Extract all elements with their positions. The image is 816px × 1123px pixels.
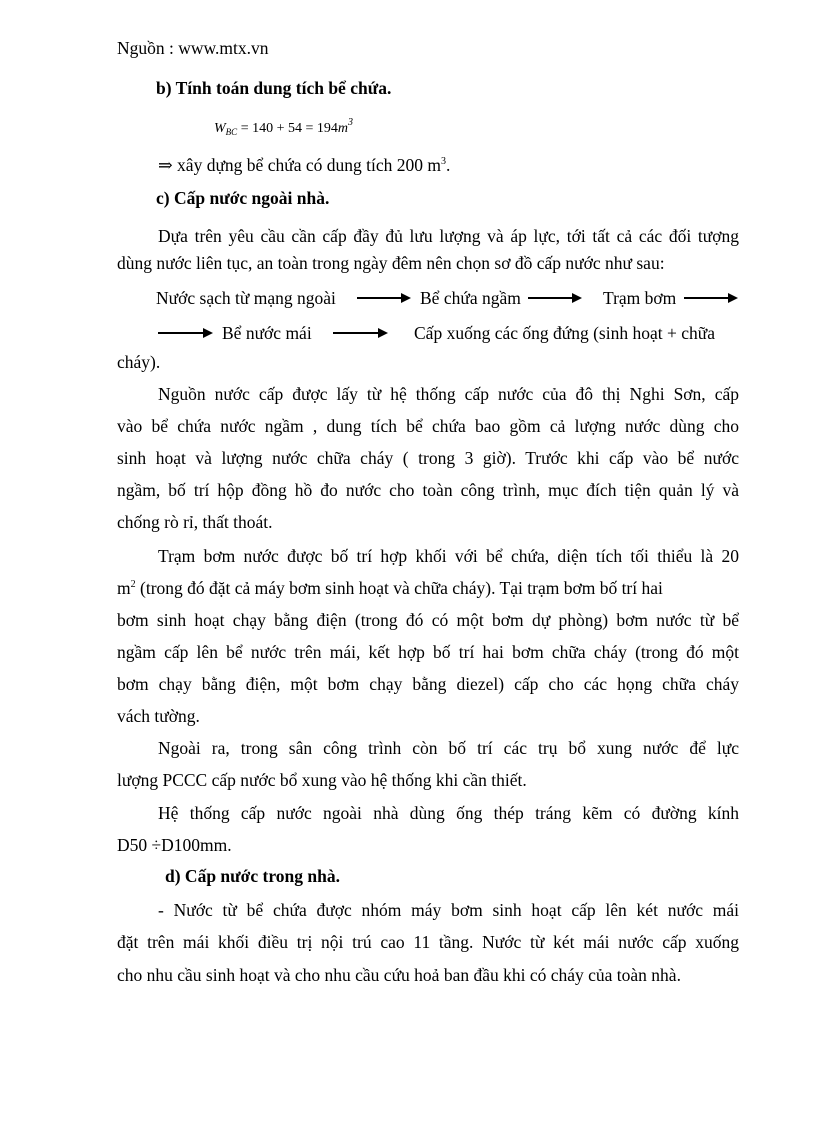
para2-line-4: ngầm cấp lên bể nước trên mái, kết hợp bố trí hai bơm chữa cháy (trong đó một: [117, 642, 739, 662]
para3-line-1: Ngoài ra, trong sân công trình còn bố trí các trụ bổ xung nước để lực: [158, 738, 739, 758]
flow-step-1: Nước sạch từ mạng ngoài: [156, 288, 336, 308]
area-unit: m: [117, 578, 131, 598]
para2-line-2-rest: (trong đó đặt cả máy bơm sinh hoạt và chữa cháy). Tại trạm bơm bố trí hai: [135, 578, 663, 598]
formula-symbol: W: [214, 121, 226, 136]
para2-line-5: bơm chạy bằng điện, một bơm chạy bằng diezel) cấp cho các họng chữa cháy: [117, 674, 739, 694]
flow-step-4: Bể nước mái: [222, 323, 312, 343]
heading-section-b: b) Tính toán dung tích bể chứa.: [156, 78, 392, 98]
para3-line-2: lượng PCCC cấp nước bổ xung vào hệ thống khi cần thiết.: [117, 770, 527, 790]
formula-subscript: BC: [225, 127, 238, 137]
heading-section-c: c) Cấp nước ngoài nhà.: [156, 188, 330, 208]
intro-line-1: Dựa trên yêu cầu cần cấp đầy đủ lưu lượng và áp lực, tới tất cả các đối tượng: [158, 226, 739, 246]
heading-section-d: d) Cấp nước trong nhà.: [165, 866, 340, 886]
flow-step-3: Trạm bơm: [603, 288, 677, 308]
formula-unit: m: [337, 121, 348, 136]
section-d-line-2: đặt trên mái khối điều trị nội trú cao 11 tầng. Nước từ két mái nước cấp xuống: [117, 932, 739, 952]
flow-arrow-icon: [333, 327, 388, 339]
source-line: Nguồn : www.mtx.vn: [117, 38, 269, 58]
para4-line-2: D50 ÷D100mm.: [117, 835, 232, 855]
flow-step-5-cont: cháy).: [117, 352, 161, 372]
flow-arrow-icon: [684, 292, 738, 304]
para1-line-3: sinh hoạt và lượng nước chữa cháy ( trong 3 giờ). Trước khi cấp vào bể nước: [117, 448, 739, 468]
intro-line-2: dùng nước liên tục, an toàn trong ngày đêm nên chọn sơ đồ cấp nước như sau:: [117, 253, 665, 273]
formula-exponent: 3: [348, 117, 353, 128]
flow-arrow-icon: [528, 292, 582, 304]
para1-line-5: chống rò rỉ, thất thoát.: [117, 512, 273, 532]
para2-line-2: [117, 580, 663, 598]
flow-step-5: Cấp xuống các ống đứng (sinh hoạt + chữa: [414, 323, 715, 343]
para4-line-1: Hệ thống cấp nước ngoài nhà dùng ống thép tráng kẽm có đường kính: [158, 803, 739, 823]
conclusion-text: xây dựng bể chứa có dung tích 200 m: [172, 155, 441, 175]
para1-line-2: vào bể chứa nước ngầm , dung tích bể chứa bao gồm cả lượng nước dùng cho: [117, 416, 739, 436]
para2-line-1: Trạm bơm nước được bố trí hợp khối với bể chứa, diện tích tối thiểu là 20: [158, 546, 739, 566]
flow-arrow-icon: [158, 327, 213, 339]
para2-line-3: bơm sinh hoạt chạy bằng điện (trong đó có một bơm dự phòng) bơm nước từ bể: [117, 610, 739, 630]
para1-line-4: ngầm, bố trí hộp đồng hồ đo nước cho toàn công trình, mục đích tiện quản lý và: [117, 480, 739, 500]
implies-symbol: ⇒: [158, 155, 173, 175]
formula-expression: = 140 + 54 = 194: [237, 121, 338, 136]
area-exponent: 2: [130, 579, 136, 590]
conclusion-exponent: 3: [440, 156, 446, 167]
capacity-conclusion: [158, 157, 450, 175]
conclusion-end: .: [445, 155, 451, 175]
para1-line-1: Nguồn nước cấp được lấy từ hệ thống cấp nước của đô thị Nghi Sơn, cấp: [158, 384, 739, 404]
para2-line-6: vách tường.: [117, 706, 200, 726]
section-d-line-3: cho nhu cầu sinh hoạt và cho nhu cầu cứu hoả ban đầu khi có cháy của toàn nhà.: [117, 965, 681, 985]
flow-arrow-icon: [357, 292, 411, 304]
flow-step-2: Bể chứa ngầm: [420, 288, 521, 308]
capacity-formula: [214, 118, 353, 137]
section-d-line-1: - Nước từ bể chứa được nhóm máy bơm sinh hoạt cấp lên két nước mái: [158, 900, 739, 920]
